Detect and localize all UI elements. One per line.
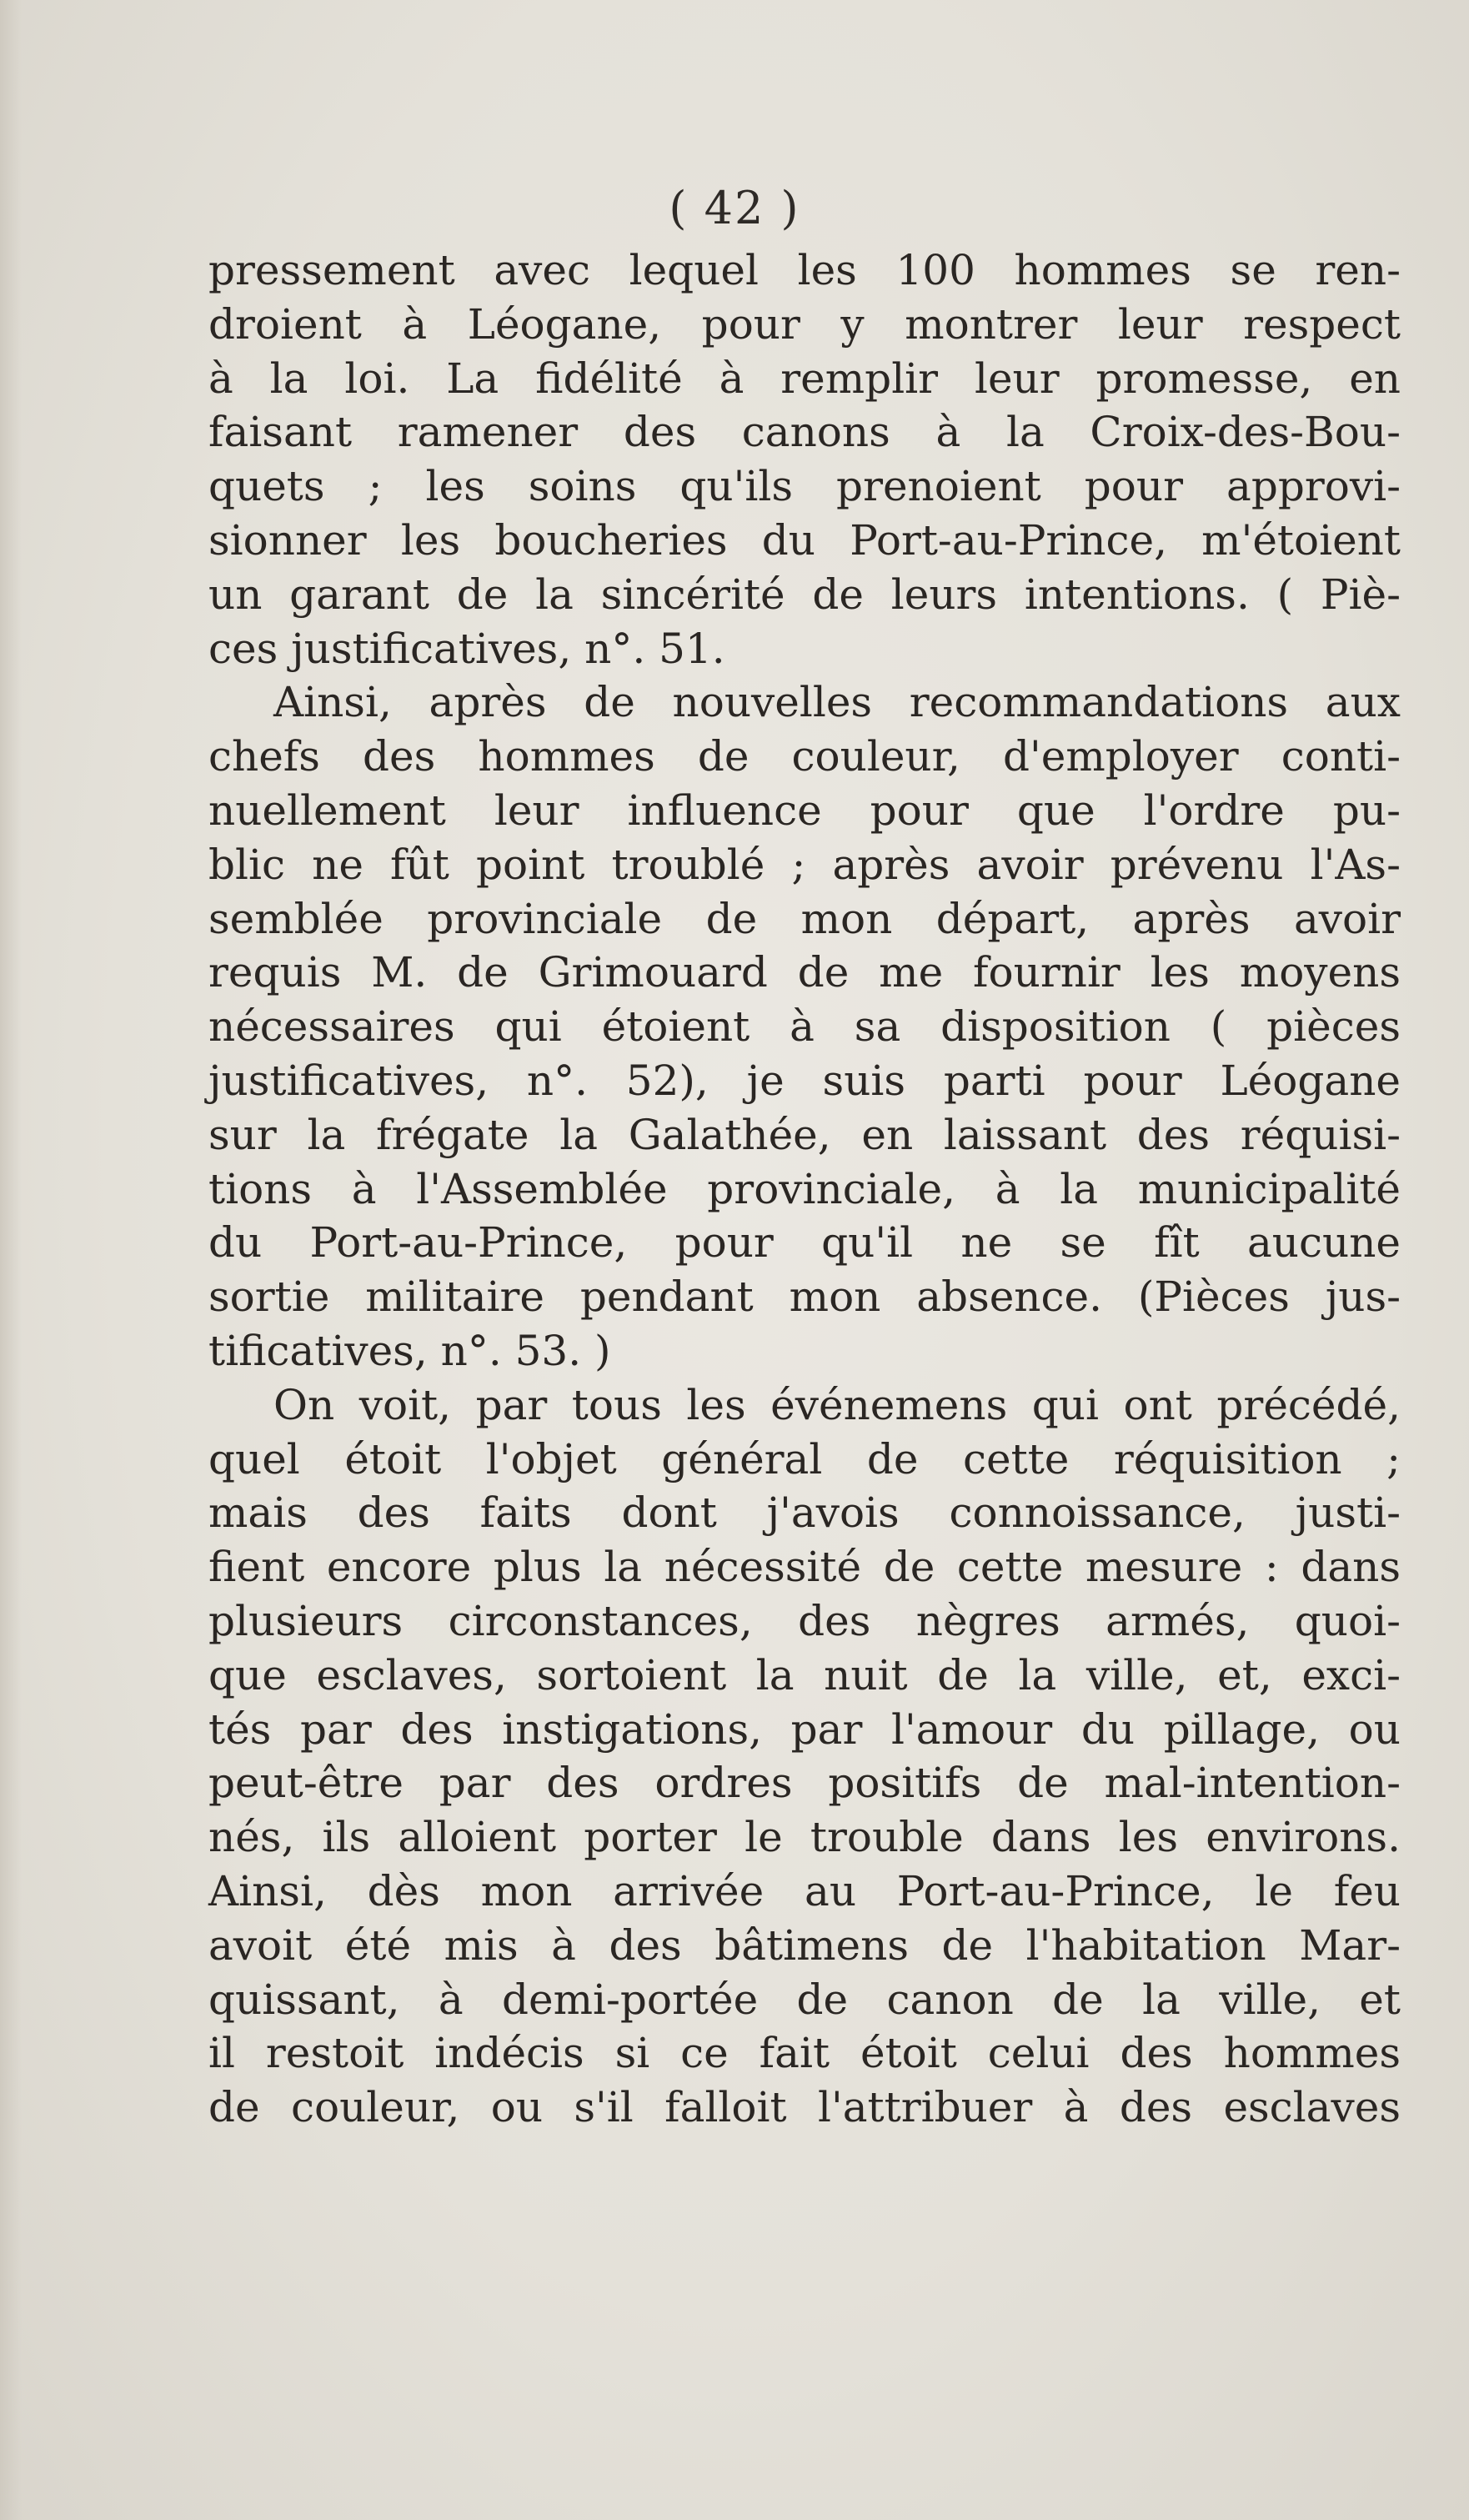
text-line: Ainsi, dès mon arrivée au Port-au-Prince, le feu	[208, 1866, 1401, 1915]
text-line: nés, ils alloient porter le trouble dans les environs.	[208, 1813, 1401, 1862]
text-line: peut-être par des ordres positifs de mal-intention-	[208, 1759, 1401, 1808]
text-line: nuellement leur influence pour que l'ordre pu-	[208, 786, 1401, 835]
page-number-header: ( 42 )	[669, 182, 800, 234]
text-line: nécessaires qui étoient à sa disposition ( pièces	[208, 1002, 1401, 1052]
text-line: tés par des instigations, par l'amour du pillage, ou	[208, 1704, 1401, 1754]
text-line: semblée provinciale de mon départ, après avoir	[208, 894, 1401, 943]
text-line: que esclaves, sortoient la nuit de la ville, et, exci-	[208, 1650, 1401, 1699]
text-line: fient encore plus la nécessité de cette mesure : dans	[208, 1543, 1401, 1592]
page-edge-shadow	[0, 0, 22, 2520]
text-line: tions à l'Assemblée provinciale, à la municipalité	[208, 1164, 1401, 1213]
text-line: pressement avec lequel les 100 hommes se ren-	[208, 246, 1401, 294]
text-line: tificatives, n°. 53. )	[208, 1326, 611, 1375]
text-line: requis M. de Grimouard de me fournir les moyens	[208, 948, 1401, 997]
text-line: On voit, par tous les événemens qui ont précédé,	[273, 1380, 1401, 1429]
text-line: blic ne fût point troublé ; après avoir prévenu l'As-	[208, 840, 1401, 889]
text-line: quets ; les soins qu'ils prenoient pour approvi-	[208, 462, 1401, 511]
text-line: il restoit indécis si ce fait étoit celui des hommes	[208, 2029, 1401, 2078]
text-line: Ainsi, après de nouvelles recommandations aux	[273, 678, 1401, 727]
text-line: quissant, à demi-portée de canon de la ville, et	[208, 1975, 1401, 2024]
text-line: quel étoit l'objet général de cette réquisition ;	[208, 1434, 1401, 1483]
text-line: ces justificatives, n°. 51.	[208, 624, 725, 673]
text-line: sur la frégate la Galathée, en laissant des réquisi-	[208, 1110, 1401, 1159]
text-line: mais des faits dont j'avois connoissance, justi-	[208, 1488, 1401, 1538]
text-line: avoit été mis à des bâtimens de l'habitation Mar-	[208, 1920, 1401, 1970]
text-line: justificatives, n°. 52), je suis parti pour Léogane	[208, 1056, 1401, 1105]
text-line: de couleur, ou s'il falloit l'attribuer à des esclaves	[208, 2083, 1401, 2132]
text-line: sionner les boucheries du Port-au-Prince, m'étoient	[208, 515, 1401, 565]
text-line: à la loi. La fidélité à remplir leur promesse, en	[208, 354, 1401, 403]
text-line: chefs des hommes de couleur, d'employer conti-	[208, 732, 1401, 781]
text-line: faisant ramener des canons à la Croix-des-Bou-	[208, 408, 1401, 457]
text-line: du Port-au-Prince, pour qu'il ne se fît aucune	[208, 1218, 1401, 1268]
text-line: plusieurs circonstances, des nègres armés, quoi-	[208, 1596, 1401, 1645]
text-line: droient à Léogane, pour y montrer leur respect	[208, 299, 1401, 349]
text-line: sortie militaire pendant mon absence. (Pièces jus-	[208, 1273, 1401, 1322]
text-line: un garant de la sincérité de leurs intentions. ( Piè-	[208, 570, 1401, 619]
body-text	[208, 243, 1401, 2135]
